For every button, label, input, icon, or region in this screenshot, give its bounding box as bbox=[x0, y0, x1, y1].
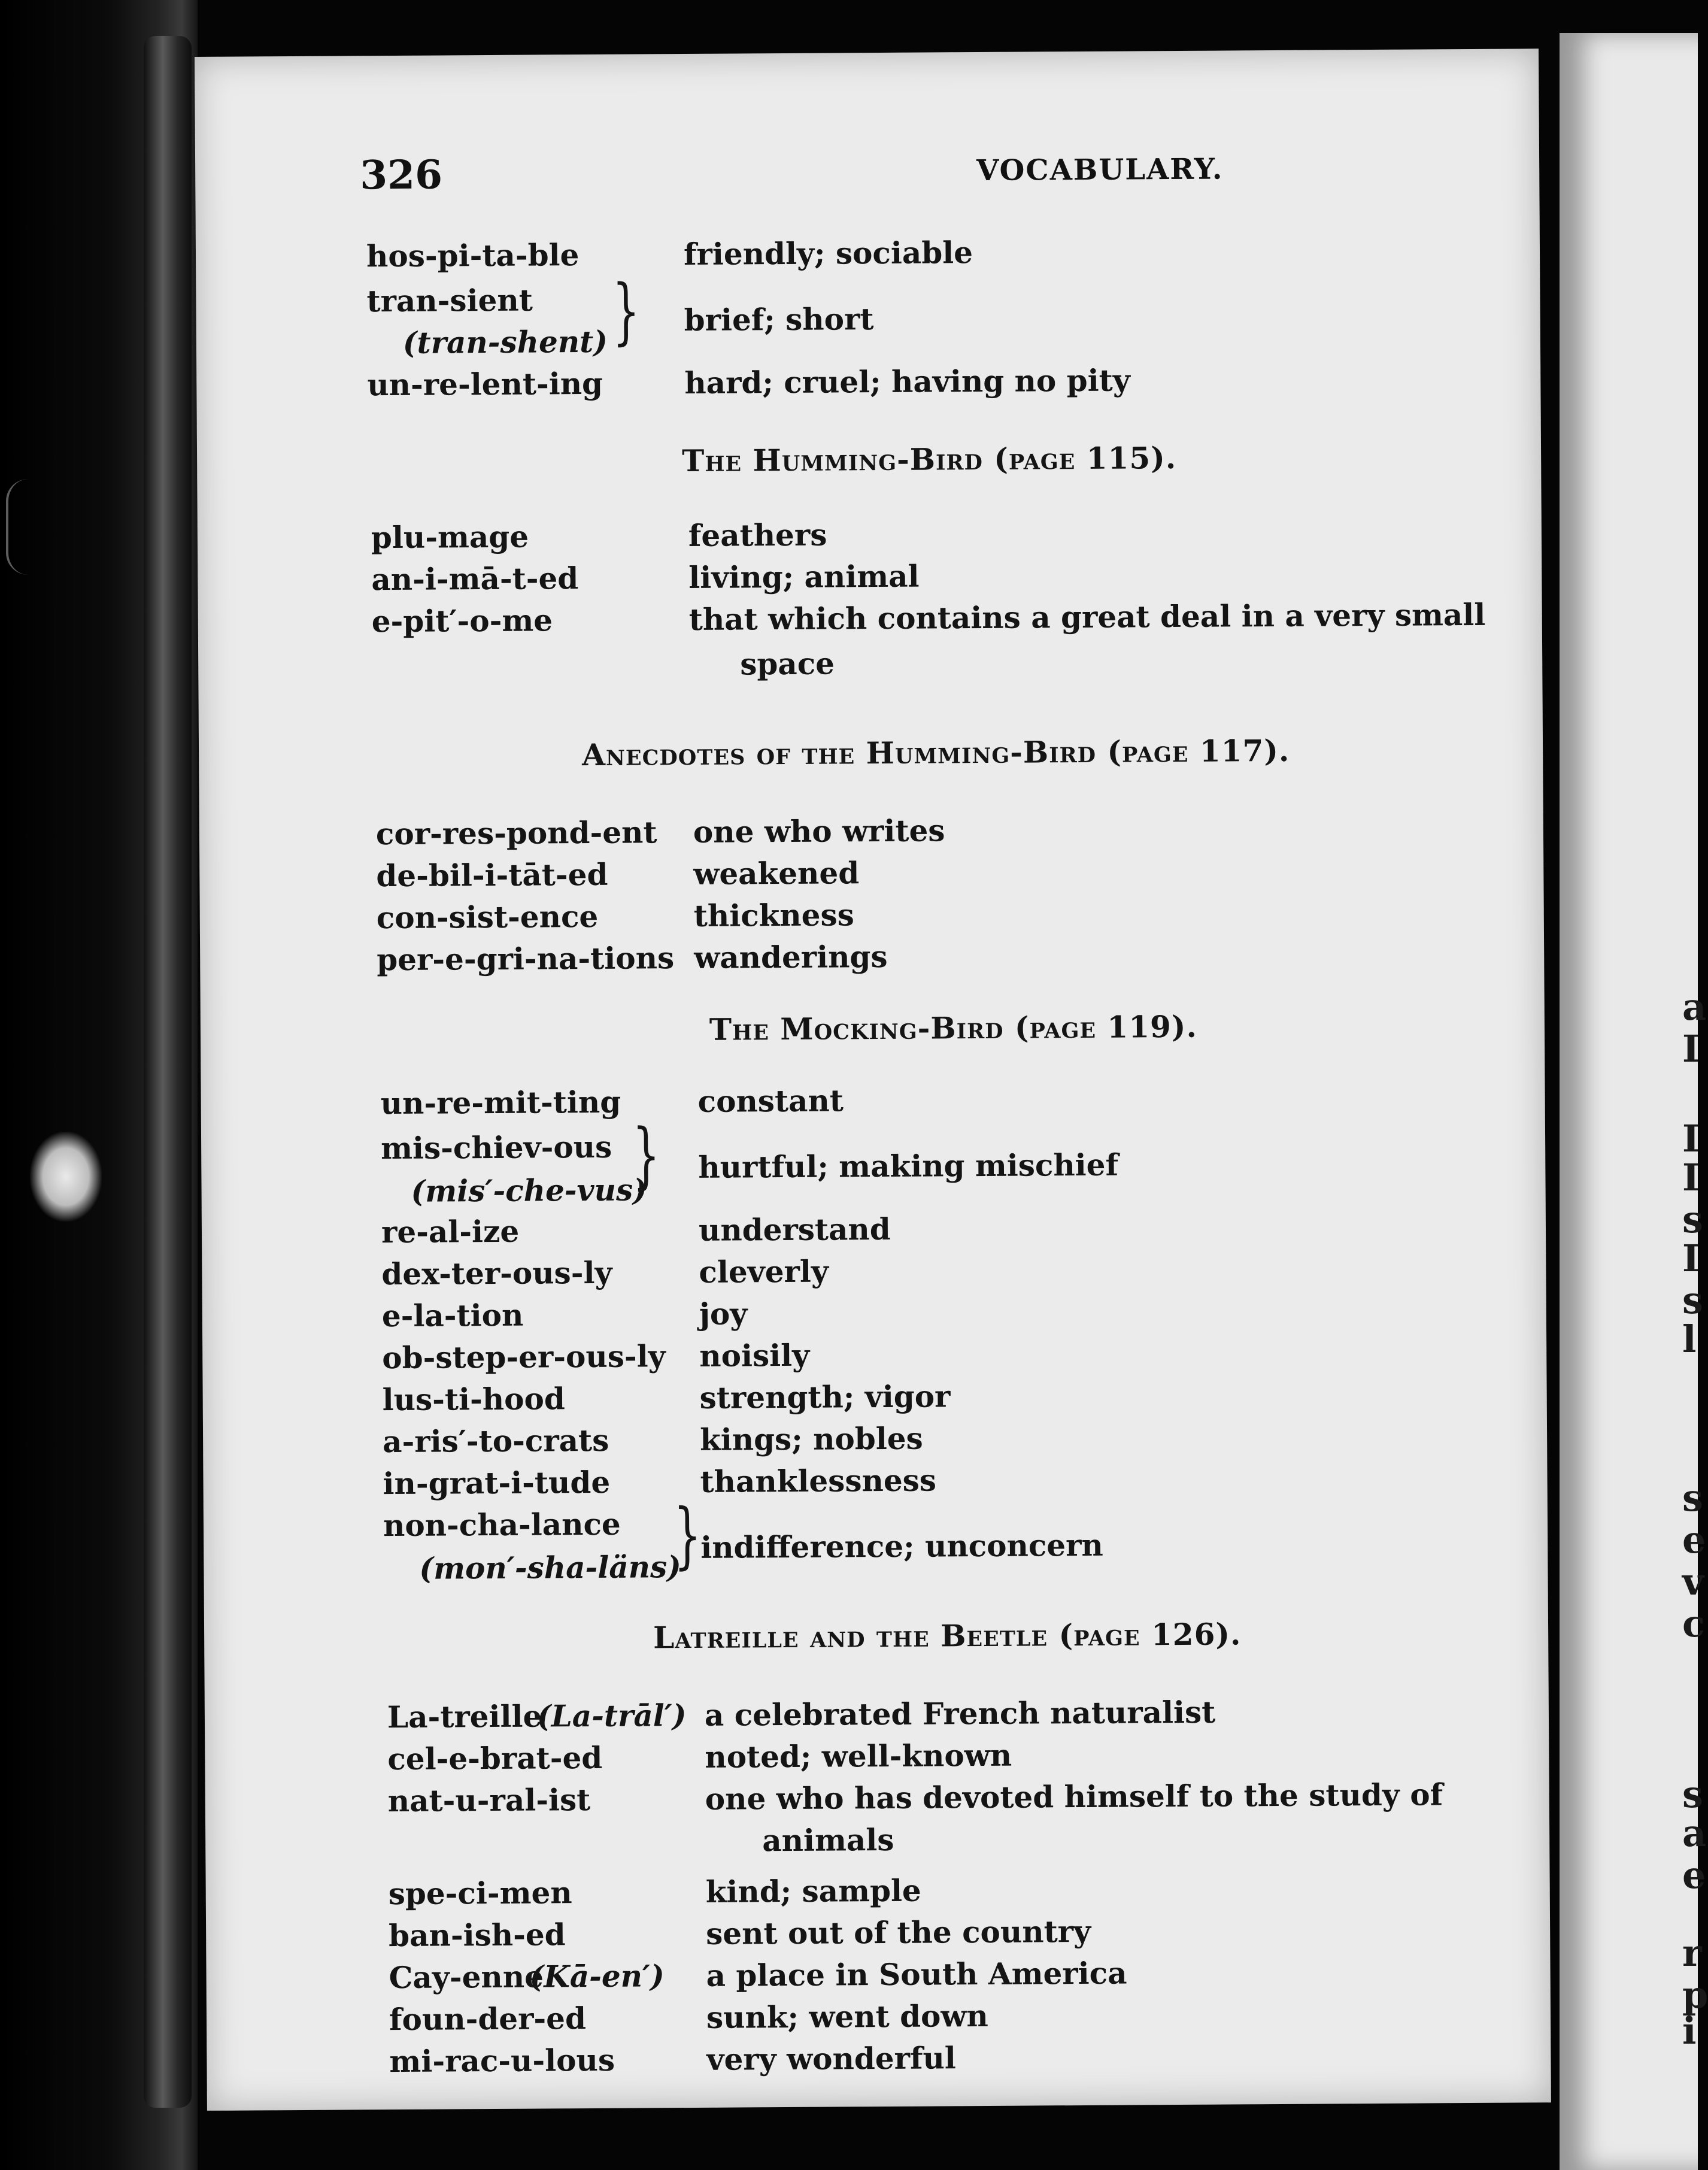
entry-definition: thanklessness bbox=[700, 1462, 937, 1499]
entry-word: cor-res-pond-ent bbox=[375, 814, 657, 852]
brace: } bbox=[632, 1114, 660, 1198]
entry-definition: a celebrated French naturalist bbox=[704, 1694, 1216, 1733]
entry-definition: constant bbox=[697, 1083, 844, 1119]
next-page-letter: r bbox=[1682, 1931, 1702, 1975]
entry-word: Cay-enne bbox=[389, 1959, 544, 1996]
next-page-letter: v bbox=[1682, 1560, 1704, 1604]
entry-word: a-ris′-to-crats bbox=[382, 1422, 609, 1460]
entry-word: hos-pi-ta-ble bbox=[366, 237, 580, 274]
entry-definition: kind; sample bbox=[705, 1872, 921, 1910]
entry-word: an-i-mā-t-ed bbox=[371, 560, 579, 598]
entry-word: de-bil-i-tāt-ed bbox=[376, 856, 608, 894]
entry-definition: noted; well-known bbox=[705, 1737, 1012, 1775]
entry-pronunciation: (tran-shent) bbox=[402, 323, 608, 360]
entry-word: un-re-lent-ing bbox=[367, 365, 603, 403]
next-page-letter: i bbox=[1682, 2009, 1697, 2053]
entry-word: e-la-tion bbox=[381, 1297, 524, 1334]
entry-definition: cleverly bbox=[699, 1253, 829, 1290]
entry-word: e-pit′-o-me bbox=[371, 602, 553, 640]
entry-definition: weakened bbox=[693, 855, 860, 892]
entry-pronunciation: (mon′-sha-läns) bbox=[419, 1549, 682, 1586]
entry-definition: a place in South America bbox=[706, 1955, 1127, 1993]
section-title: The Humming-Bird (page 115). bbox=[681, 440, 1177, 479]
next-page-letter: s bbox=[1682, 1476, 1703, 1520]
next-page-letter: I bbox=[1682, 1236, 1700, 1280]
entry-word: cel-e-brat-ed bbox=[387, 1739, 603, 1777]
page-number: 326 bbox=[359, 151, 443, 199]
entry-pronunciation: (mis′-che-vus) bbox=[411, 1172, 647, 1209]
paper-speck bbox=[30, 1132, 102, 1222]
entry-word: lus-ti-hood bbox=[382, 1381, 565, 1418]
next-page-letter: s bbox=[1682, 1198, 1703, 1241]
entry-definition: feathers bbox=[688, 517, 827, 553]
next-page-letter: I bbox=[1682, 1027, 1700, 1071]
entry-definition: thickness bbox=[693, 897, 854, 934]
entry-definition: that which contains a great deal in a very small bbox=[688, 596, 1486, 637]
entry-definition: very wonderful bbox=[706, 2040, 957, 2077]
entry-definition: living; animal bbox=[688, 558, 920, 595]
entry-definition: strength; vigor bbox=[699, 1378, 951, 1416]
entry-definition: indifference; unconcern bbox=[700, 1527, 1103, 1565]
entry-word: spe-ci-men bbox=[388, 1875, 572, 1912]
entry-definition: joy bbox=[699, 1296, 748, 1332]
brace: } bbox=[673, 1493, 702, 1578]
entry-word: foun-der-ed bbox=[389, 2001, 587, 2038]
next-page-letter: I bbox=[1682, 1117, 1700, 1160]
entry-pronunciation: (Kā-en′) bbox=[529, 1958, 665, 1995]
entry-word: ban-ish-ed bbox=[388, 1917, 566, 1954]
entry-pronunciation: (La-trāl′) bbox=[536, 1698, 687, 1734]
entry-definition: friendly; sociable bbox=[683, 235, 973, 272]
entry-word: nat-u-ral-ist bbox=[387, 1782, 591, 1819]
section-title: The Mocking-Bird (page 119). bbox=[709, 1008, 1198, 1047]
entry-definition: one who writes bbox=[693, 813, 945, 850]
next-page-letter: l bbox=[1682, 1317, 1697, 1361]
entry-definition: sent out of the country bbox=[705, 1913, 1091, 1951]
entry-definition: wanderings bbox=[694, 938, 888, 975]
brace: } bbox=[612, 269, 641, 353]
entry-word: per-e-gri-na-tions bbox=[377, 940, 675, 978]
entry-definition: understand bbox=[698, 1211, 891, 1248]
section-title: Latreille and the Beetle (page 126). bbox=[653, 1616, 1242, 1656]
next-page-letter: s bbox=[1682, 1278, 1703, 1322]
page-edge-stack bbox=[144, 36, 192, 2108]
entry-word: plu-mage bbox=[371, 519, 529, 556]
running-title: VOCABULARY. bbox=[976, 152, 1224, 188]
next-page-letter: c bbox=[1682, 1602, 1705, 1645]
next-page-letter: e bbox=[1682, 1853, 1706, 1897]
next-page-letter: a bbox=[1682, 985, 1707, 1029]
section-title: Anecdotes of the Humming-Bird (page 117). bbox=[581, 732, 1290, 773]
entry-word: con-sist-ence bbox=[376, 898, 599, 936]
entry-word: ob-step-er-ous-ly bbox=[382, 1338, 666, 1376]
entry-definition: noisily bbox=[699, 1337, 810, 1374]
next-page-letter: e bbox=[1682, 1518, 1706, 1562]
entry-word: non-cha-lance bbox=[383, 1506, 621, 1544]
entry-word: un-re-mit-ting bbox=[380, 1084, 621, 1122]
entry-definition: one who has devoted himself to the study of bbox=[705, 1777, 1443, 1817]
next-page-letter: s bbox=[1682, 1772, 1703, 1816]
entry-word: mi-rac-u-lous bbox=[389, 2042, 615, 2080]
definition-continuation: space bbox=[740, 645, 835, 682]
page-header bbox=[360, 145, 1498, 206]
entry-word: re-al-ize bbox=[381, 1213, 520, 1250]
definition-continuation: animals bbox=[762, 1822, 894, 1859]
next-page-letter: a bbox=[1682, 1811, 1707, 1855]
entry-word: in-grat-i-tude bbox=[383, 1464, 611, 1502]
next-page-letter: p bbox=[1682, 1973, 1708, 2017]
next-page-fragment bbox=[1560, 33, 1708, 2170]
entry-word: dex-ter-ous-ly bbox=[381, 1254, 612, 1292]
entry-definition: kings; nobles bbox=[699, 1420, 923, 1457]
entry-word: tran-sient bbox=[366, 282, 533, 319]
entry-word: La-treille bbox=[387, 1698, 542, 1735]
paper-curl bbox=[6, 479, 50, 575]
entry-word: mis-chiev-ous bbox=[380, 1129, 612, 1166]
entry-definition: hurtful; making mischief bbox=[698, 1147, 1119, 1185]
entry-definition: brief; short bbox=[684, 301, 874, 338]
entry-definition: sunk; went down bbox=[706, 1998, 988, 2035]
next-page-letter: I bbox=[1682, 1156, 1700, 1199]
entry-definition: hard; cruel; having no pity bbox=[684, 362, 1130, 401]
book-page bbox=[195, 49, 1551, 2111]
